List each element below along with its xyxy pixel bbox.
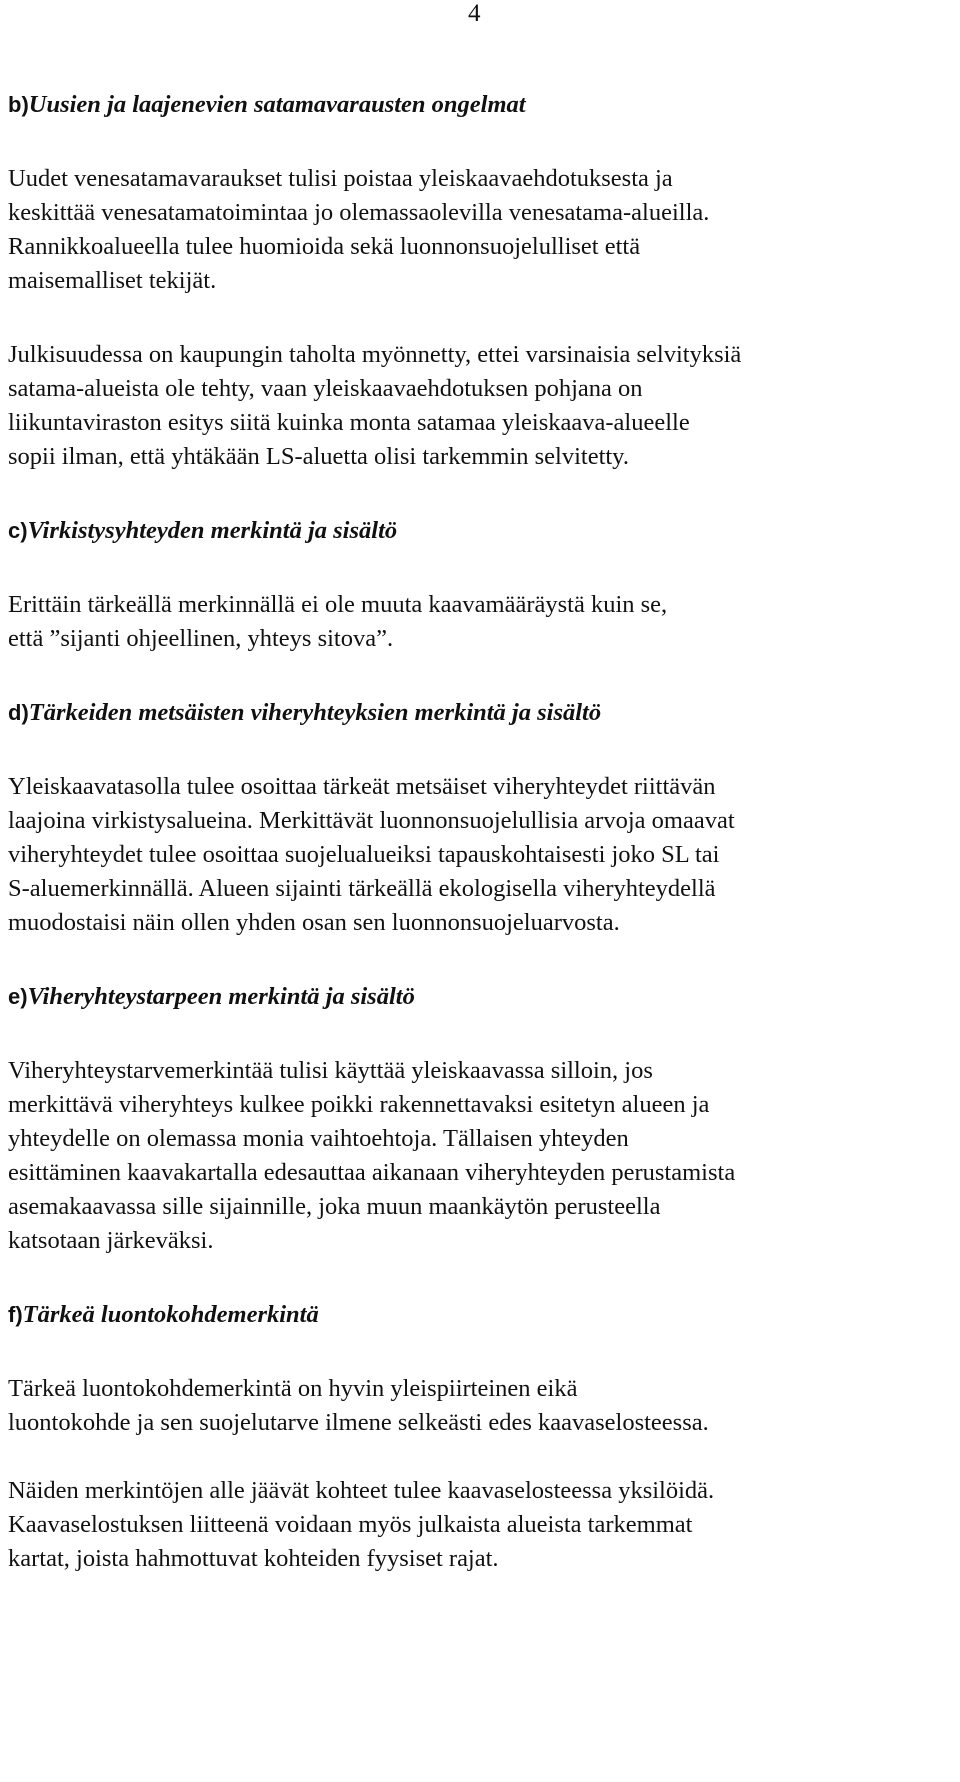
section-letter: c) [8,518,28,543]
page-number: 4 [468,0,481,27]
paragraph: Näiden merkintöjen alle jäävät kohteet tulee kaavaselosteessa yksilöidä. Kaavaselostuksen liitteenä voidaan myös julkaista alueista tarkemmat kartat, joista hahmottuvat kohteiden fyysiset rajat. [8,1477,715,1572]
section-title: Uusien ja laajenevien satamavarausten ongelmat [28,91,526,118]
section-heading [8,88,948,122]
section-b [8,88,948,474]
section-e [8,980,948,1258]
paragraph: Tärkeä luontokohdemerkintä on hyvin yleispiirteinen eikä luontokohde ja sen suojelutarve ilmene selkeästi edes kaavaselosteessa. [8,1375,709,1436]
paragraph: Uudet venesatamavaraukset tulisi poistaa yleiskaavaehdotuksesta ja keskittää venesatamatoimintaa jo olemassaolevilla venesatama-alueilla. Rannikkoalueella tulee huomioida sekä luonnonsuojelulliset että maisemalliset tekijät. [8,165,710,294]
section-heading [8,980,948,1014]
paragraph: Julkisuudessa on kaupungin taholta myönnetty, ettei varsinaisia selvityksiä satama-alueista ole tehty, vaan yleiskaavaehdotuksen pohjana on liikuntaviraston esitys siitä kuinka monta satamaa yleiskaava-alueelle sopii ilman, että yhtäkään LS-aluetta olisi tarkemmin selvitetty. [8,341,742,470]
section-title: Virkistysyhteyden merkintä ja sisältö [27,517,398,544]
document-body [8,88,948,1616]
section-letter: b) [8,92,29,117]
paragraph: Yleiskaavatasolla tulee osoittaa tärkeät metsäiset viheryhteydet riittävän laajoina virkistysalueina. Merkittävät luonnonsuojelullisia arvoja omaavat viheryhteydet tulee osoittaa suojelualueiksi tapauskohtaisesti joko SL tai S-aluemerkinnällä. Alueen sijainti tärkeällä ekologisella viheryhteydellä muodostaisi näin ollen yhden osan sen luonnonsuojeluarvosta. [8,773,735,936]
section-d [8,696,948,940]
section-title: Viheryhteystarpeen merkintä ja sisältö [27,983,415,1010]
section-letter: d) [8,700,29,725]
section-letter: e) [8,984,28,1009]
section-title: Tärkeä luontokohdemerkintä [22,1301,319,1328]
section-title: Tärkeiden metsäisten viheryhteyksien merkintä ja sisältö [28,699,602,726]
paragraph: Viheryhteystarvemerkintää tulisi käyttää yleiskaavassa silloin, jos merkittävä viheryhteys kulkee poikki rakennettavaksi esitetyn alueen ja yhteydelle on olemassa monia vaihtoehtoja. Tällaisen yhteyden esittäminen kaavakartalla edesauttaa aikanaan viheryhteyden perustamista asemakaavassa sille sijainnille, joka muun maankäytön perusteella katsotaan järkeväksi. [8,1057,736,1254]
paragraph: Erittäin tärkeällä merkinnällä ei ole muuta kaavamääräystä kuin se, että ”sijanti ohjeellinen, yhteys sitova”. [8,591,668,652]
section-heading [8,696,948,730]
section-c [8,514,948,656]
section-letter: f) [8,1302,23,1327]
section-heading [8,514,948,548]
section-f [8,1298,948,1576]
section-heading [8,1298,948,1332]
